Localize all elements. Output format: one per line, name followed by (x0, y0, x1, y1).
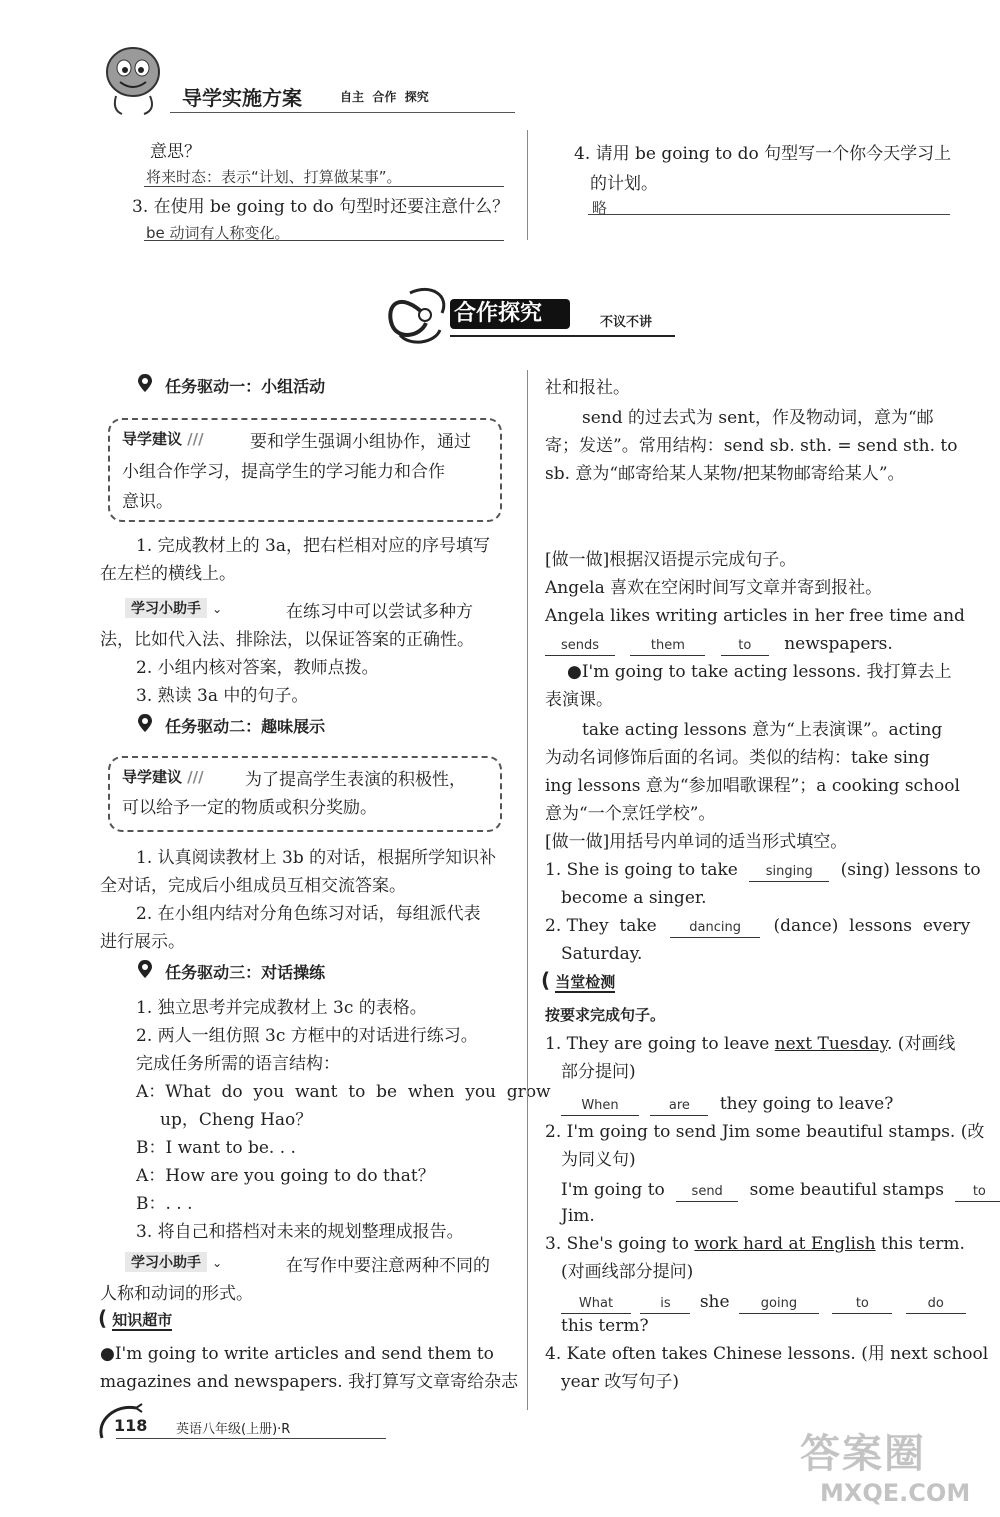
do2-q1-line2: become a singer. (561, 888, 707, 908)
guide-box-1-label-wrap: 导学建议 /// (122, 430, 204, 448)
t3-p2: 2. 两人一组仿照 3c 方框中的对话进行练习。 (136, 1026, 478, 1046)
header-rule (170, 112, 515, 113)
answer-line (144, 186, 504, 187)
t3-p1: 1. 独立思考并完成教材上 3c 的表格。 (136, 998, 427, 1018)
check-instruction: 按要求完成句子。 (545, 1006, 666, 1024)
t2-p1-line1: 1. 认真阅读教材上 3b 的对话，根据所学知识补 (136, 848, 497, 868)
location-pin-icon (138, 374, 152, 392)
section-tag: 不议不讲 (600, 315, 653, 330)
helper-2-label: 学习小助手 (125, 1252, 207, 1272)
task3-title: 任务驱动三：对话操练 (165, 963, 326, 982)
check-q2-blank-1: send (676, 1183, 738, 1202)
answer-line (588, 214, 950, 215)
top-left-answer3: be 动词有人称变化。 (146, 224, 290, 242)
dialogue-4: B：. . . (136, 1194, 193, 1214)
do1-cn: Angela 喜欢在空闲时间写文章并寄到报社。 (545, 578, 883, 598)
task2-title: 任务驱动二：趣味展示 (165, 717, 326, 736)
check-label: 当堂检测 (555, 973, 616, 991)
check-q1-answer-tail: they going to leave? (719, 1094, 894, 1114)
top-right-answer4: 略 (592, 199, 608, 217)
guide-box-2-text2: 可以给予一定的物质或积分奖励。 (122, 798, 377, 818)
do1-blanks-line (545, 630, 893, 658)
t2-p1-line2: 全对话，完成后小组成员互相交流答案。 (100, 876, 406, 896)
right-r2-line3: sb. 意为“邮寄给某人某物/把某物邮寄给某人”。 (545, 464, 905, 484)
guide-box-2-text1: 为了提高学生表演的积极性， (245, 770, 466, 790)
knowledge-2-line5: ing lessons 意为“参加唱歌课程”；a cooking school (545, 776, 960, 796)
dialogue-3: A：How are you going to do that？ (136, 1166, 435, 1186)
do2-q2-text: 2. They take (545, 916, 657, 936)
t2-p2-line1: 2. 在小组内结对分角色练习对话，每组派代表 (136, 904, 481, 924)
check-q3-tail: this term. (875, 1234, 965, 1254)
top-right-q4-line1: 4. 请用 be going to do 句型写一个你今天学习上 (574, 144, 952, 164)
top-right-q4-line2: 的计划。 (590, 174, 658, 194)
t2-p2-line2: 进行展示。 (100, 932, 185, 952)
watermark-text-1: 答案圈 (800, 1431, 926, 1477)
do2-q1-line1 (545, 856, 981, 884)
guide-box-1-text2: 小组合作学习，提高学生的学习能力和合作 (122, 462, 445, 482)
knowledge-2-line6: 意为“一个烹饪学校”。 (545, 804, 716, 824)
page-number: 118 (114, 1416, 148, 1435)
helper-2-text1: 在写作中要注意两种不同的 (286, 1256, 490, 1276)
right-r2-line1: send 的过去式为 sent，作及物动词，意为“邮 (582, 408, 934, 428)
watermark-text-2: MXQE.COM (820, 1479, 971, 1507)
check-q1-text: 1. They are going to leave (545, 1034, 775, 1054)
do2-q2-line1 (545, 912, 970, 940)
check-q4-line2: year 改写句子) (561, 1372, 679, 1392)
watermark (800, 1422, 990, 1512)
header-subtitle: 自主 合作 探究 (340, 90, 429, 104)
check-q1-blank-2: are (650, 1097, 708, 1116)
do1-blank-1: sends (545, 637, 615, 656)
guide-box-1-text1: 要和学生强调小组协作，通过 (250, 432, 471, 452)
task2-heading (138, 714, 325, 737)
column-divider (527, 370, 528, 1410)
top-left-line1: 意思？ (150, 142, 201, 162)
do2-q1-blank: singing (749, 863, 829, 882)
check-q3-line1 (545, 1230, 965, 1258)
knowledge-2-line2: 表演课。 (545, 690, 613, 710)
right-r2-line2: 寄；发送”。常用结构：send sb. sth. = send sth. to (545, 436, 958, 456)
helper-2: 学习小助手 ⌄ (125, 1252, 222, 1272)
do1-title: [做一做]根据汉语提示完成句子。 (545, 550, 797, 570)
check-heading: ( 当堂检测 (541, 968, 616, 992)
check-q3-blank-3: going (739, 1295, 819, 1314)
mascot-logo (98, 40, 168, 120)
do2-q1-tail: (sing) lessons to (840, 860, 981, 880)
dialogue-2: B：I want to be. . . (136, 1138, 296, 1158)
do1-blank-3: to (721, 637, 769, 656)
check-q4-line1: 4. Kate often takes Chinese lessons. (用 next school (545, 1344, 989, 1364)
answer-line (144, 240, 504, 241)
check-q3-blank-4: to (832, 1295, 892, 1314)
top-left-q3: 3. 在使用 be going to do 句型时还要注意什么？ (132, 197, 510, 217)
p1-line1: 1. 完成教材上的 3a，把右栏相对应的序号填写 (136, 536, 490, 556)
guide-box-1-text3: 意识。 (122, 492, 173, 512)
check-q3-line4: this term? (561, 1316, 649, 1336)
helper-1: 学习小助手 ⌄ (125, 598, 222, 618)
knowledge-2-line1: ●I'm going to take acting lessons. 我打算去上 (567, 662, 952, 682)
p3: 3. 熟读 3a 中的句子。 (136, 686, 309, 706)
dialogue-1a: A：What do you want to be when you grow (136, 1082, 551, 1102)
section-title: 合作探究 (454, 301, 543, 326)
check-q3-mid: she (699, 1292, 730, 1312)
check-q2-line4: Jim. (561, 1206, 595, 1226)
header-title: 导学实施方案 (182, 86, 302, 110)
helper-1-text2: 法，比如代入法、排除法，以保证答案的正确性。 (100, 630, 474, 650)
check-q2-line1: 2. I'm going to send Jim some beautiful stamps. (改 (545, 1122, 985, 1142)
knowledge-1-line1: ●I'm going to write articles and send them to (100, 1344, 494, 1364)
check-q1-underline: next Tuesday (774, 1034, 887, 1054)
do2-title: [做一做]用括号内单词的适当形式填空。 (545, 832, 848, 852)
guide-box-2-label: 导学建议 (122, 768, 183, 786)
location-pin-icon (138, 714, 152, 732)
check-q3-blank-1: What (561, 1295, 631, 1314)
check-q3-blank-2: is (640, 1295, 690, 1314)
p1-line2: 在左栏的横线上。 (100, 564, 236, 584)
check-q2-line2: 为同义句) (561, 1150, 636, 1170)
helper-2-text2: 人称和动词的形式。 (100, 1284, 253, 1304)
do2-q1-text: 1. She is going to take (545, 860, 738, 880)
knowledge-label: 知识超市 (112, 1311, 173, 1329)
do2-q2-line2: Saturday. (561, 944, 643, 964)
task1-heading (138, 374, 325, 397)
knowledge-2-line4: 为动名词修饰后面的名词。类似的结构：take sing (545, 748, 930, 768)
column-divider (527, 130, 528, 240)
knowledge-2-line3: take acting lessons 意为“上表演课”。acting (582, 720, 943, 740)
do1-tail: newspapers. (784, 634, 893, 654)
location-pin-icon (138, 960, 152, 978)
check-q1-tail: . (对画线 (886, 1034, 956, 1054)
check-q1-answer (561, 1090, 893, 1118)
check-q1-line2: 部分提问) (561, 1062, 636, 1082)
do2-q2-blank: dancing (670, 919, 760, 938)
task3-heading (138, 960, 325, 983)
check-q3-blank-5: do (906, 1295, 966, 1314)
do1-en: Angela likes writing articles in her free time and (545, 606, 965, 626)
check-q2-text: I'm going to (561, 1180, 665, 1200)
knowledge-1-line2: magazines and newspapers. 我打算写文章寄给杂志 (100, 1372, 519, 1392)
check-q2-blank-2: to (955, 1183, 1000, 1202)
check-q3-underline: work hard at English (694, 1234, 876, 1254)
guide-box-2-label-wrap: 导学建议 /// (122, 768, 204, 786)
helper-1-text1: 在练习中可以尝试多种方 (286, 602, 473, 622)
do2-q2-tail: (dance) lessons every (773, 916, 971, 936)
p2: 2. 小组内核对答案，教师点拨。 (136, 658, 379, 678)
guide-box-1-label: 导学建议 (122, 430, 183, 448)
check-q2-mid: some beautiful stamps (749, 1180, 944, 1200)
check-q3-text: 3. She's going to (545, 1234, 695, 1254)
helper-1-label: 学习小助手 (125, 598, 207, 618)
top-left-answer1: 将来时态：表示“计划、打算做某事”。 (146, 168, 402, 186)
footer-book: 英语八年级(上册)·R (176, 1422, 291, 1437)
do1-blank-2: them (630, 637, 705, 656)
task1-title: 任务驱动一：小组活动 (165, 377, 326, 396)
dialogue-1b: up，Cheng Hao？ (160, 1110, 313, 1130)
check-q1-blank-1: When (561, 1097, 639, 1116)
check-q1-line1 (545, 1030, 955, 1058)
right-r1: 社和报社。 (545, 378, 630, 398)
check-q3-line2: (对画线部分提问) (561, 1262, 694, 1282)
t3-p4: 3. 将自己和搭档对未来的规划整理成报告。 (136, 1222, 464, 1242)
check-q2-line3 (561, 1176, 1000, 1204)
footer (96, 1400, 396, 1450)
section-banner (380, 285, 680, 345)
t3-p3: 完成任务所需的语言结构： (136, 1054, 340, 1074)
knowledge-heading: ( 知识超市 (98, 1306, 173, 1330)
